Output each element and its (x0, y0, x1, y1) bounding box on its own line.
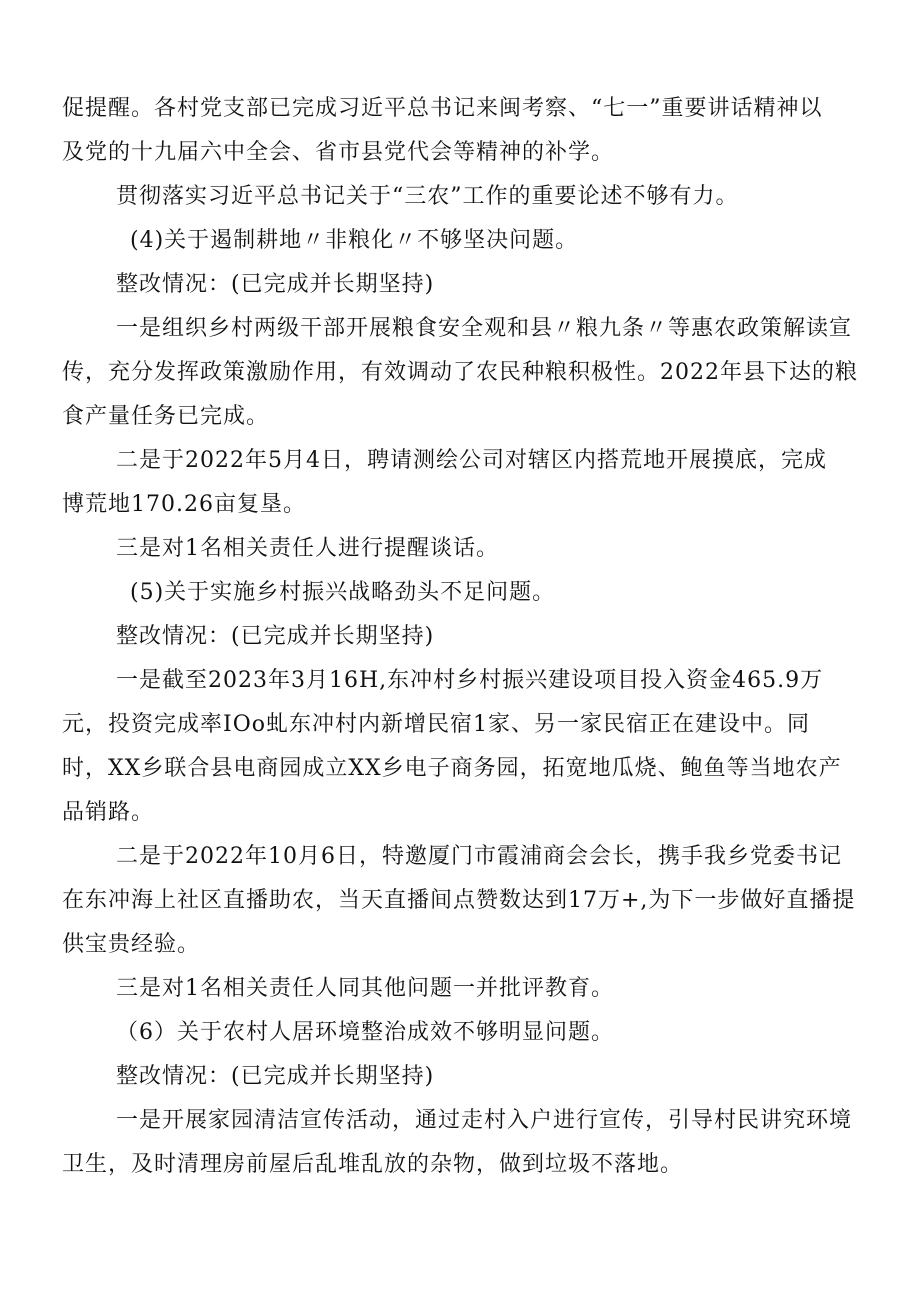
section-heading-6: （6）关于农村人居环境整治成效不够明显问题。 (116, 1020, 614, 1045)
paragraph-line-1: 促提醒。各村党支部已完成习近平总书记来闽考察、“七一”重要讲话精神以 (62, 96, 823, 121)
rectification-status-label: 整改情况：(已完成并长期坚持) (116, 272, 435, 297)
rectification-status-label: 整改情况：(已完成并长期坚持) (116, 1064, 435, 1089)
paragraph-line-17: 品销路。 (62, 800, 155, 825)
paragraph-line-24: 一是开展家园清洁宣传活动，通过走村入户进行宣传，引导村民讲究环境 (116, 1108, 853, 1133)
paragraph-line-2: 及党的十九届六中全会、省市县党代会等精神的补学。 (62, 140, 615, 165)
paragraph-line-6: 一是组织乡村两级干部开展粮食安全观和县〃粮九条〃等惠农政策解读宣 (116, 316, 853, 341)
paragraph-line-7: 传，充分发挥政策激励作用，有效调动了农民种粮积极性。2022年县下达的粮 (62, 360, 858, 385)
paragraph-line-15: 元，投资完成率IOo虬东冲村内新增民宿1家、另一家民宿正在建设中。同 (62, 712, 810, 737)
paragraph-line-8: 食产量任务已完成。 (62, 404, 270, 429)
section-heading-5: (5)关于实施乡村振兴战略劲头不足问题。 (130, 580, 556, 605)
paragraph-line-21: 三是对1名相关责任人同其他问题一并批评教育。 (116, 976, 614, 1001)
paragraph-line-9: 二是于2022年5月4日，聘请测绘公司对辖区内搭荒地开展摸底，完成 (116, 448, 827, 473)
paragraph-line-18: 二是于2022年10月6日，特邀厦门市霞浦商会会长，携手我乡党委书记 (116, 844, 842, 869)
paragraph-line-19: 在东冲海上社区直播助农，当天直播间点赞数达到17万+,为下一步做好直播提 (62, 888, 856, 913)
paragraph-line-3: 贯彻落实习近平总书记关于“三农”工作的重要论述不够有力。 (116, 184, 739, 209)
paragraph-line-16: 时，XX乡联合县电商园成立XX乡电子商务园，拓宽地瓜烧、鲍鱼等当地农产 (62, 756, 842, 781)
paragraph-line-25: 卫生，及时清理房前屋后乱堆乱放的杂物，做到垃圾不落地。 (62, 1152, 684, 1177)
paragraph-line-11: 三是对1名相关责任人进行提醒谈话。 (116, 536, 499, 561)
rectification-status-label: 整改情况：(已完成并长期坚持) (116, 624, 435, 649)
section-heading-4: (4)关于遏制耕地〃非粮化〃不够坚决问题。 (130, 228, 579, 253)
paragraph-line-20: 供宝贵经验。 (62, 932, 201, 957)
paragraph-line-14: 一是截至2023年3月16H,东冲村乡村振兴建设项目投入资金465.9万 (116, 668, 824, 693)
paragraph-line-10: 博荒地170.26亩复垦。 (62, 492, 306, 517)
